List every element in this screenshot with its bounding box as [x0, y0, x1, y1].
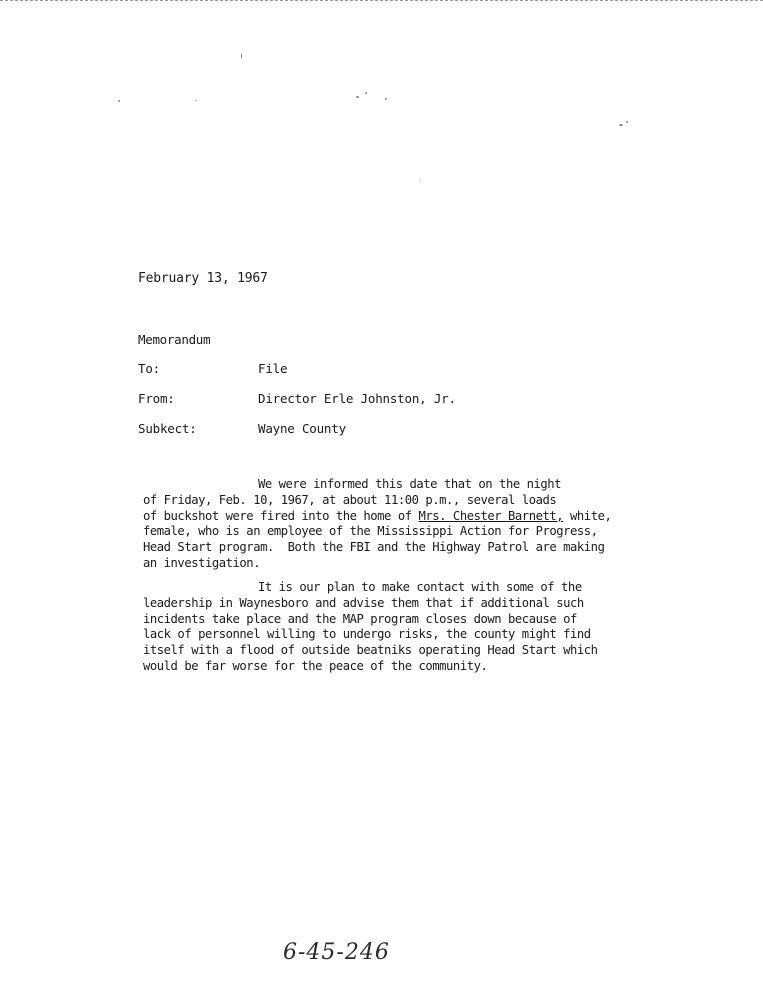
underlined-name: Mrs. Chester Barnett,: [418, 508, 564, 523]
memo-type-label: Memorandum: [138, 332, 211, 347]
memo-date: February 13, 1967: [138, 271, 268, 286]
body-line: itself with a flood of outside beatniks operating Head Start which: [143, 643, 598, 658]
subject-value: Wayne County: [258, 421, 346, 436]
scan-speck: [619, 124, 623, 126]
page-top-border: [0, 0, 763, 1]
to-value: File: [258, 361, 288, 376]
memo-paragraph-1: [143, 477, 663, 572]
body-line: of Friday, Feb. 10, 1967, at about 11:00 p.m., several loads: [143, 492, 557, 507]
memo-paragraph-2: [143, 580, 663, 675]
scan-speck: [195, 100, 197, 101]
body-line: incidents take place and the MAP program closes down because of: [143, 611, 577, 626]
body-line: would be far worse for the peace of the community.: [143, 658, 488, 673]
from-label: From:: [138, 391, 175, 406]
handwritten-file-number: 6-45-246: [283, 940, 390, 965]
to-label: To:: [138, 361, 160, 376]
scan-speck: [118, 100, 120, 102]
body-line-part: white,: [563, 508, 612, 523]
scan-speck: [420, 180, 421, 181]
scan-speck: [385, 98, 387, 100]
body-line: Head Start program. Both the FBI and the Highway Patrol are making: [143, 540, 605, 555]
body-line: leadership in Waynesboro and advise them that if additional such: [143, 595, 584, 610]
body-line-part: female, who is an employee of the: [143, 524, 378, 539]
from-value: Director Erle Johnston, Jr.: [258, 391, 456, 406]
scan-speck: [365, 92, 367, 94]
subject-label: Subkect:: [138, 421, 197, 436]
body-line: It is our plan to make contact with some of the: [258, 580, 582, 594]
body-line-part: of buckshot were fired into the home of: [143, 508, 419, 523]
body-line: an investigation.: [143, 555, 261, 570]
scan-speck: [356, 96, 359, 98]
body-line: We were informed this date that on the night: [258, 477, 562, 491]
body-line: lack of personnel willing to undergo risks, the county might find: [143, 627, 591, 642]
scan-speck: [241, 53, 242, 59]
scan-speck: [626, 121, 628, 123]
organization-name: Mississippi Action for Progress,: [377, 524, 598, 539]
